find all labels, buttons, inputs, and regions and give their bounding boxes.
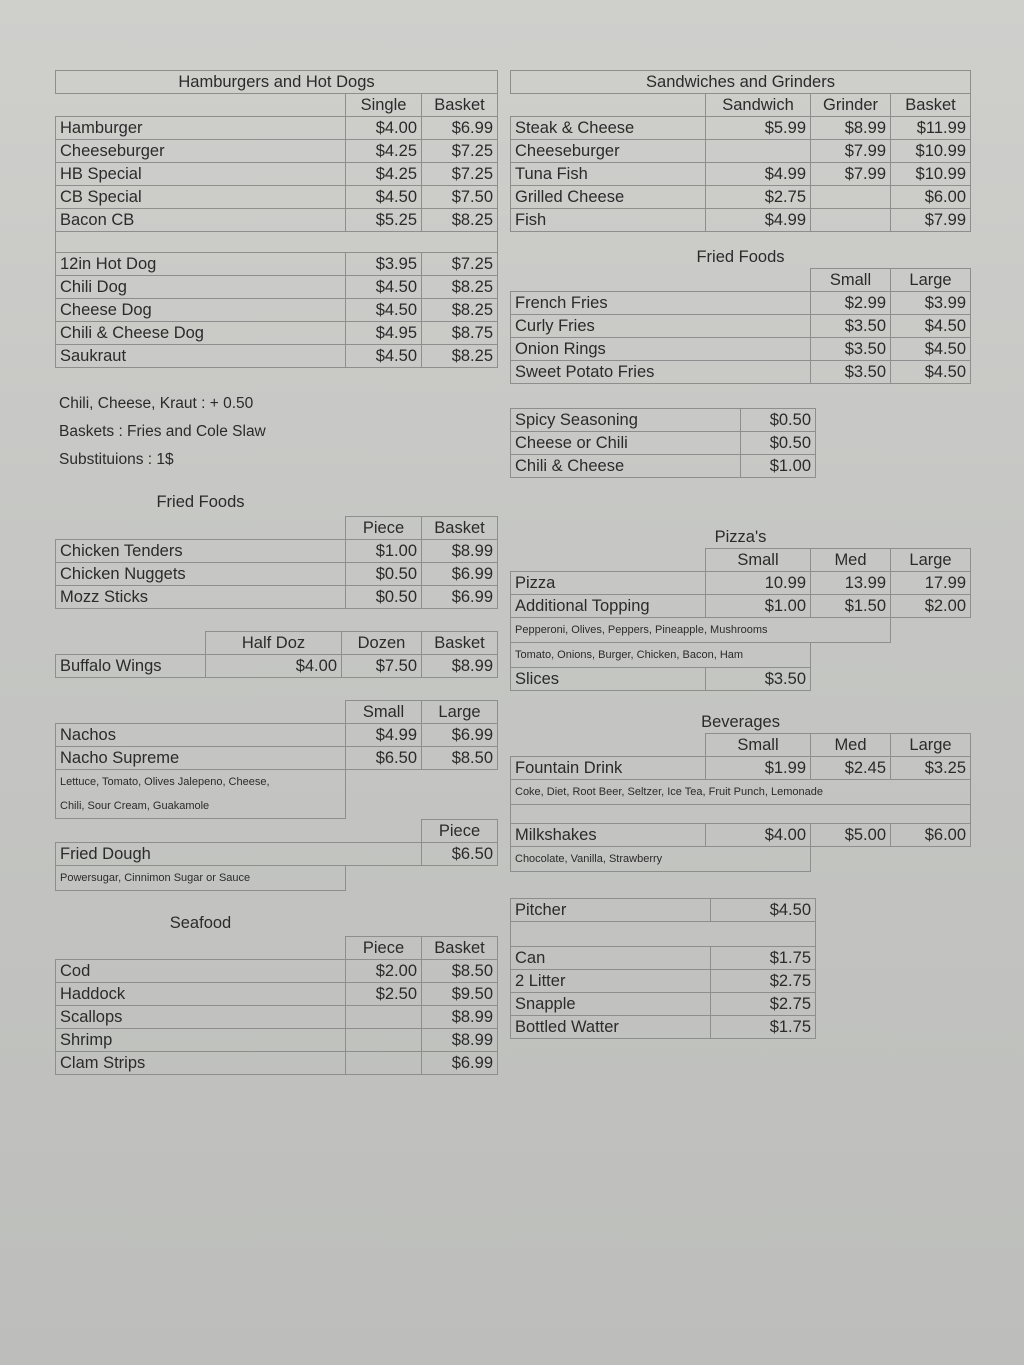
table-row: Clam Strips $6.99 xyxy=(56,1052,498,1075)
table-row: Chili & Cheese Dog $4.95 $8.75 xyxy=(56,322,498,345)
burgers-table xyxy=(55,70,498,368)
milkshake-note: Chocolate, Vanilla, Strawberry xyxy=(511,847,811,872)
table-row: Spicy Seasoning $0.50 xyxy=(511,409,816,432)
table-row: Scallops $8.99 xyxy=(56,1006,498,1029)
col-header: Grinder xyxy=(811,94,891,117)
sandwiches-table xyxy=(510,70,971,232)
table-row: Additional Topping $1.00 $1.50 $2.00 xyxy=(511,595,971,618)
fried-extras-table xyxy=(510,408,816,478)
left-column xyxy=(55,70,497,1075)
table-row: Cheese or Chili $0.50 xyxy=(511,432,816,455)
section-title: Beverages xyxy=(701,713,780,731)
table-row: Cod $2.00 $8.50 xyxy=(56,960,498,983)
section-title: Seafood xyxy=(169,913,232,932)
table-row: Pitcher $4.50 xyxy=(511,899,816,922)
section-title: Pizza's xyxy=(714,528,767,546)
table-row: Chicken Tenders $1.00 $8.99 xyxy=(56,539,498,562)
section-title: Sandwiches and Grinders xyxy=(511,71,971,94)
right-column xyxy=(510,70,970,1039)
col-header: Single xyxy=(346,94,422,117)
table-row: Cheeseburger $4.25 $7.25 xyxy=(56,140,498,163)
table-row: Hamburger $4.00 $6.99 xyxy=(56,117,498,140)
table-row: Tuna Fish $4.99 $7.99 $10.99 xyxy=(511,163,971,186)
table-row: Cheese Dog $4.50 $8.25 xyxy=(56,299,498,322)
fountain-note: Coke, Diet, Root Beer, Seltzer, Ice Tea, Fruit Punch, Lemonade xyxy=(511,780,971,805)
table-row: 12in Hot Dog $3.95 $7.25 xyxy=(56,253,498,276)
table-row: Snapple $2.75 xyxy=(511,993,816,1016)
col-header: Med xyxy=(811,549,891,572)
section-title: Fried Foods xyxy=(696,248,785,266)
table-row: Buffalo Wings $4.00 $7.50 $8.99 xyxy=(56,654,498,677)
table-row: Chili Dog $4.50 $8.25 xyxy=(56,276,498,299)
table-row: Haddock $2.50 $9.50 xyxy=(56,983,498,1006)
col-header: Large xyxy=(422,700,498,723)
fried-foods-table xyxy=(55,488,498,609)
col-header: Large xyxy=(891,549,971,572)
col-header: Basket xyxy=(891,94,971,117)
col-header: Dozen xyxy=(342,631,422,654)
pizza-toppings-note: Pepperoni, Olives, Peppers, Pineapple, Mushrooms xyxy=(511,618,891,643)
note-line: Chili, Cheese, Kraut : + 0.50 xyxy=(59,395,254,412)
col-header: Piece xyxy=(346,937,422,960)
fried-dough-table xyxy=(55,819,498,891)
col-header: Sandwich xyxy=(706,94,811,117)
table-row: Milkshakes $4.00 $5.00 $6.00 xyxy=(511,824,971,847)
table-row: Nachos $4.99 $6.99 xyxy=(56,723,498,746)
table-row: 2 Litter $2.75 xyxy=(511,970,816,993)
section-title: Hamburgers and Hot Dogs xyxy=(56,71,498,94)
table-row: Shrimp $8.99 xyxy=(56,1029,498,1052)
table-row: Steak & Cheese $5.99 $8.99 $11.99 xyxy=(511,117,971,140)
table-row: Slices $3.50 xyxy=(511,668,971,691)
table-row: Pizza 10.99 13.99 17.99 xyxy=(511,572,971,595)
table-row: Bottled Watter $1.75 xyxy=(511,1016,816,1039)
table-row: Saukraut $4.50 $8.25 xyxy=(56,345,498,368)
col-header: Basket xyxy=(422,94,498,117)
nachos-table xyxy=(55,700,498,819)
table-row: Grilled Cheese $2.75 $6.00 xyxy=(511,186,971,209)
col-header: Large xyxy=(891,269,971,292)
wings-table xyxy=(55,631,498,678)
beverages-table xyxy=(510,711,971,872)
table-row: Sweet Potato Fries $3.50 $4.50 xyxy=(511,361,971,384)
drinks-table xyxy=(510,898,816,1039)
table-row: Onion Rings $3.50 $4.50 xyxy=(511,338,971,361)
table-row: Chili & Cheese $1.00 xyxy=(511,455,816,478)
table-row: Can $1.75 xyxy=(511,947,816,970)
col-header: Basket xyxy=(422,937,498,960)
table-row: HB Special $4.25 $7.25 xyxy=(56,163,498,186)
table-row: Cheeseburger $7.99 $10.99 xyxy=(511,140,971,163)
toppings-note: Lettuce, Tomato, Olives Jalepeno, Cheese, xyxy=(56,769,346,794)
col-header: Small xyxy=(811,269,891,292)
table-row: Curly Fries $3.50 $4.50 xyxy=(511,315,971,338)
col-header: Small xyxy=(706,549,811,572)
table-row: Bacon CB $5.25 $8.25 xyxy=(56,209,498,232)
table-row: Chicken Nuggets $0.50 $6.99 xyxy=(56,562,498,585)
col-header: Piece xyxy=(422,819,498,842)
seafood-table xyxy=(55,909,498,1076)
table-row: Fountain Drink $1.99 $2.45 $3.25 xyxy=(511,757,971,780)
note-line: Substituions : 1$ xyxy=(59,451,174,468)
pizza-toppings-note: Tomato, Onions, Burger, Chicken, Bacon, Ham xyxy=(511,643,811,668)
col-header: Basket xyxy=(422,516,498,539)
col-header: Basket xyxy=(422,631,498,654)
table-row: Mozz Sticks $0.50 $6.99 xyxy=(56,585,498,608)
col-header: Large xyxy=(891,734,971,757)
col-header: Piece xyxy=(346,516,422,539)
toppings-note: Chili, Sour Cream, Guakamole xyxy=(56,794,346,819)
col-header: Half Doz xyxy=(206,631,342,654)
table-row: French Fries $2.99 $3.99 xyxy=(511,292,971,315)
table-row: Nacho Supreme $6.50 $8.50 xyxy=(56,746,498,769)
fried-foods-right-table xyxy=(510,246,971,384)
table-row: Fried Dough $6.50 xyxy=(56,842,498,865)
col-header: Small xyxy=(706,734,811,757)
section-title: Fried Foods xyxy=(156,493,245,511)
dough-note: Powersugar, Cinnimon Sugar or Sauce xyxy=(56,865,346,890)
pizza-table xyxy=(510,526,971,691)
note-line: Baskets : Fries and Cole Slaw xyxy=(59,423,266,440)
table-row: Fish $4.99 $7.99 xyxy=(511,209,971,232)
col-header: Small xyxy=(346,700,422,723)
col-header: Med xyxy=(811,734,891,757)
menu-sheet xyxy=(40,70,1000,1170)
table-row: CB Special $4.50 $7.50 xyxy=(56,186,498,209)
